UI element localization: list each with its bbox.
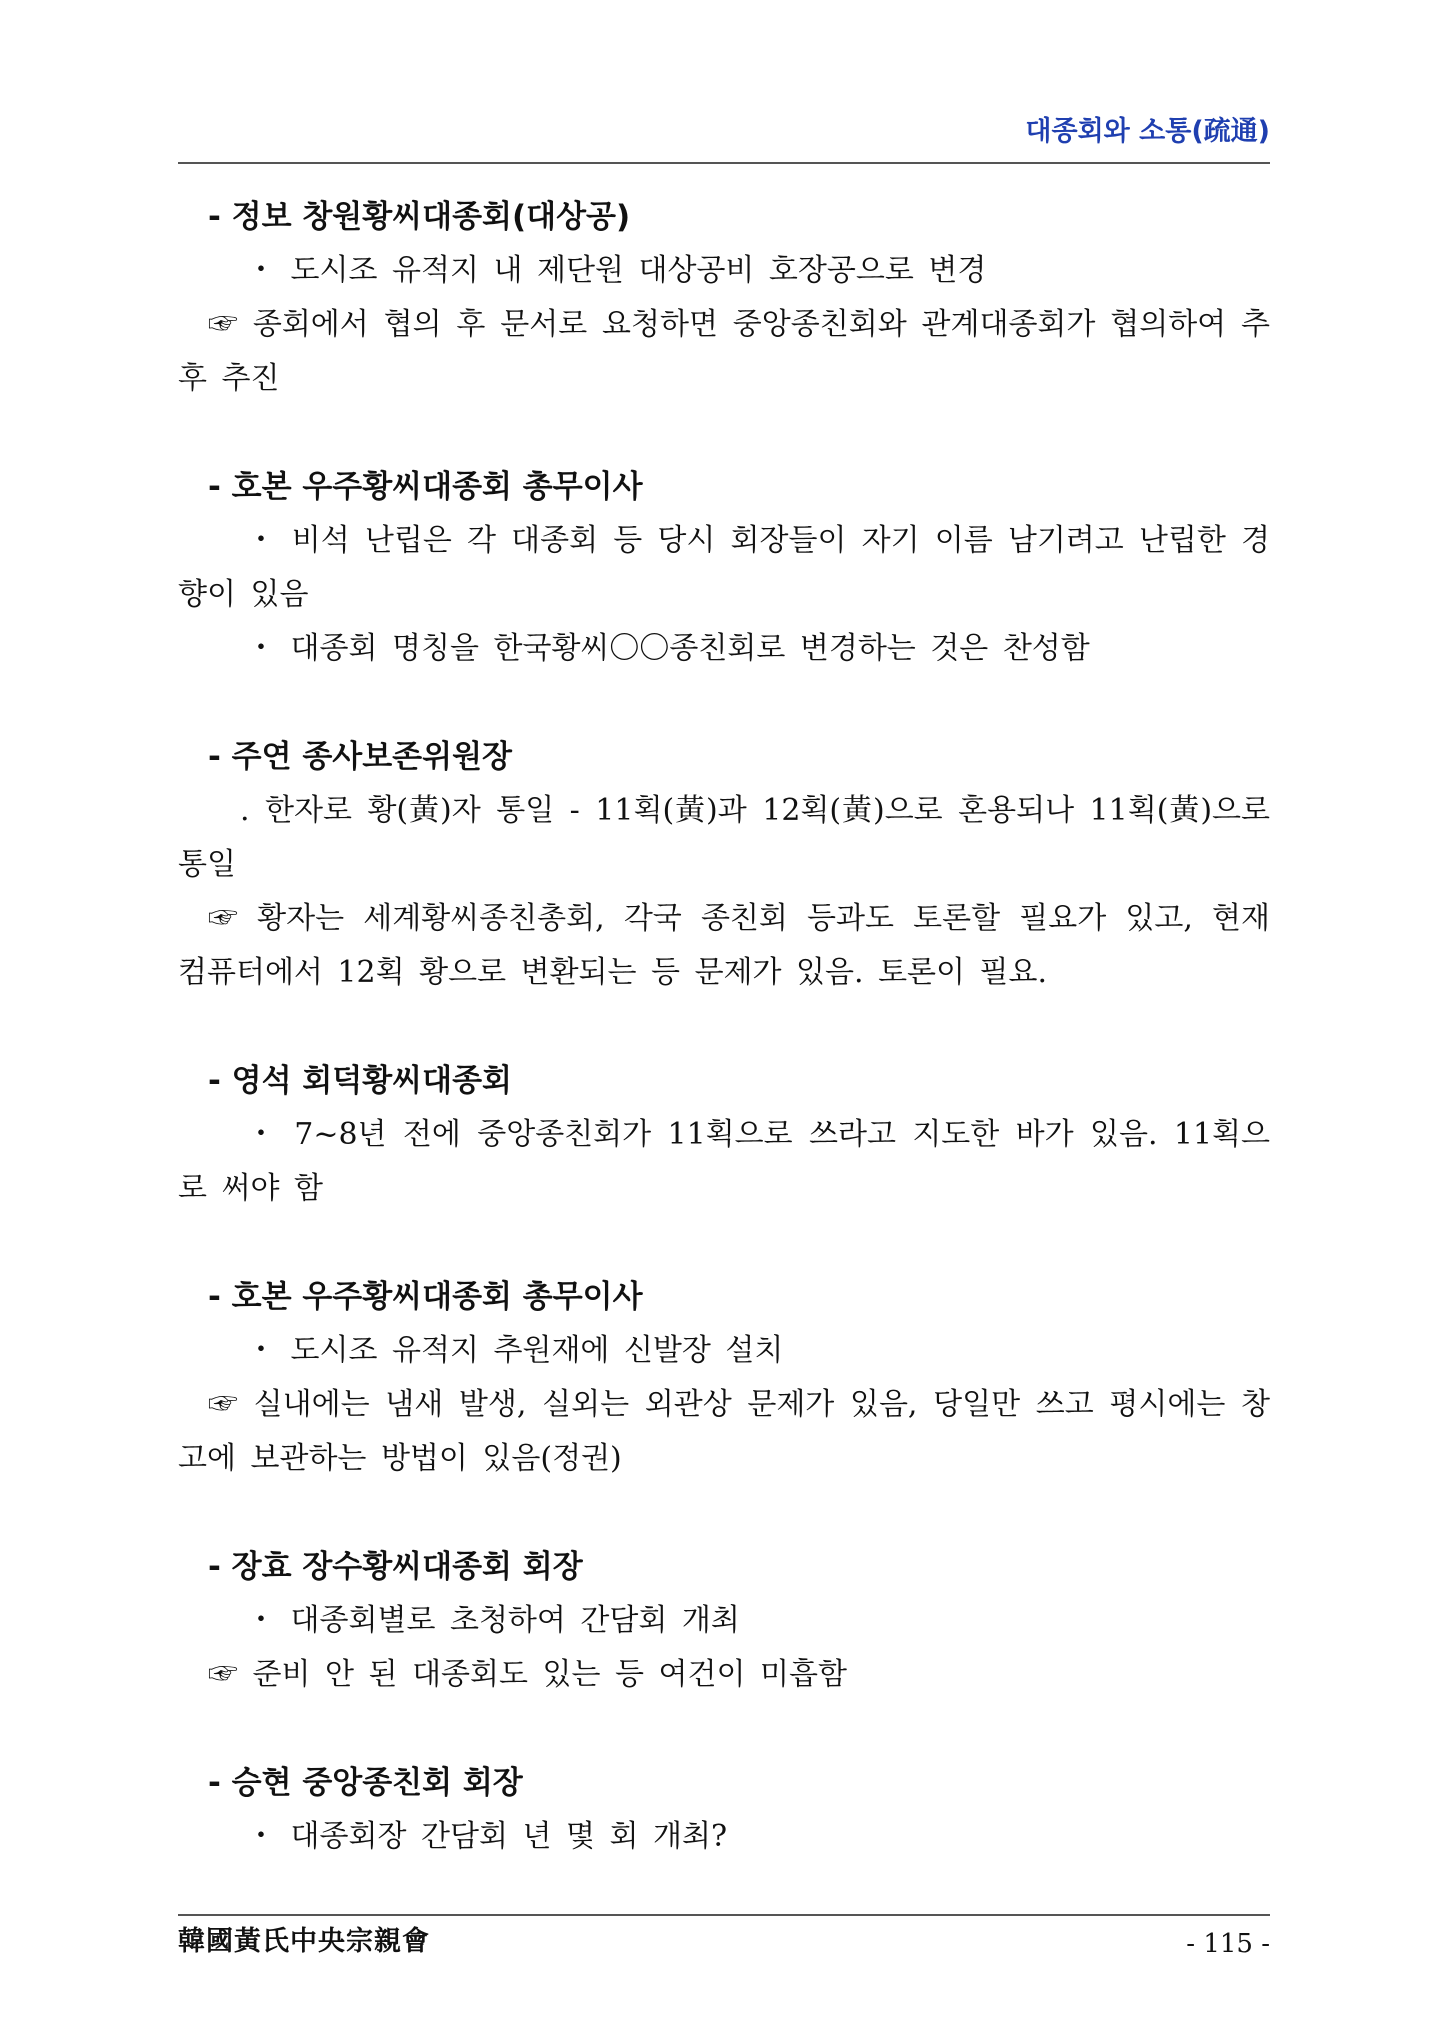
bullet-paragraph: ・ 대종회별로 초청하여 간담회 개최 — [246, 1603, 740, 1638]
bullet-paragraph: ・ 7~8년 전에 중앙종친회가 11획으로 쓰라고 지도한 바가 있음. 11획으로 써야 함 — [178, 1117, 1270, 1206]
bullet-paragraph: ・ 대종회 명칭을 한국황씨〇〇종친회로 변경하는 것은 찬성함 — [246, 631, 1090, 666]
section — [178, 460, 1270, 676]
section — [178, 1054, 1270, 1216]
section — [178, 1756, 1270, 1864]
section-heading: - 승현 중앙종친회 회장 — [208, 1765, 523, 1801]
header-divider — [178, 162, 1270, 164]
section-heading: - 주연 종사보존위원장 — [208, 739, 512, 775]
section-heading: - 정보 창원황씨대종회(대상공) — [208, 199, 631, 235]
bullet-paragraph: ・ 도시조 유적지 추원재에 신발장 설치 — [246, 1333, 784, 1368]
section-heading: - 호본 우주황씨대종회 총무이사 — [208, 1279, 643, 1315]
document-body — [178, 190, 1270, 1864]
footer-organization-logo: 韓國黃氏中央宗親會 — [178, 1926, 430, 1957]
bullet-paragraph: ・ 대종회장 간담회 년 몇 회 개최? — [246, 1819, 728, 1854]
section-heading: - 장효 장수황씨대종회 회장 — [208, 1549, 583, 1585]
note-paragraph: ☞ 준비 안 된 대종회도 있는 등 여건이 미흡함 — [208, 1657, 847, 1692]
note-paragraph: ☞ 황자는 세계황씨종친총회, 각국 종친회 등과도 토론할 필요가 있고, 현재 컴퓨터에서 12획 황으로 변환되는 등 문제가 있음. 토론이 필요. — [178, 901, 1270, 990]
bullet-paragraph: ・ 비석 난립은 각 대종회 등 당시 회장들이 자기 이름 남기려고 난립한 경향이 있음 — [178, 523, 1270, 612]
section — [178, 730, 1270, 1000]
dot-paragraph: . 한자로 황(黃)자 통일 - 11획(黃)과 12획(黃)으로 혼용되나 11획(黃)으로 통일 — [178, 793, 1270, 882]
section-heading: - 호본 우주황씨대종회 총무이사 — [208, 469, 643, 505]
page-number: - 115 - — [1186, 1929, 1270, 1959]
note-paragraph: ☞ 종회에서 협의 후 문서로 요청하면 중앙종친회와 관계대종회가 협의하여 추후 추진 — [178, 307, 1270, 396]
section-heading: - 영석 회덕황씨대종회 — [208, 1063, 512, 1099]
running-header: 대종회와 소통(疏通) — [1025, 116, 1270, 147]
section — [178, 190, 1270, 406]
bullet-paragraph: ・ 도시조 유적지 내 제단원 대상공비 호장공으로 변경 — [246, 253, 987, 288]
footer-divider — [178, 1914, 1270, 1916]
section — [178, 1270, 1270, 1486]
note-paragraph: ☞ 실내에는 냄새 발생, 실외는 외관상 문제가 있음, 당일만 쓰고 평시에는 창고에 보관하는 방법이 있음(정권) — [178, 1387, 1270, 1476]
section — [178, 1540, 1270, 1702]
